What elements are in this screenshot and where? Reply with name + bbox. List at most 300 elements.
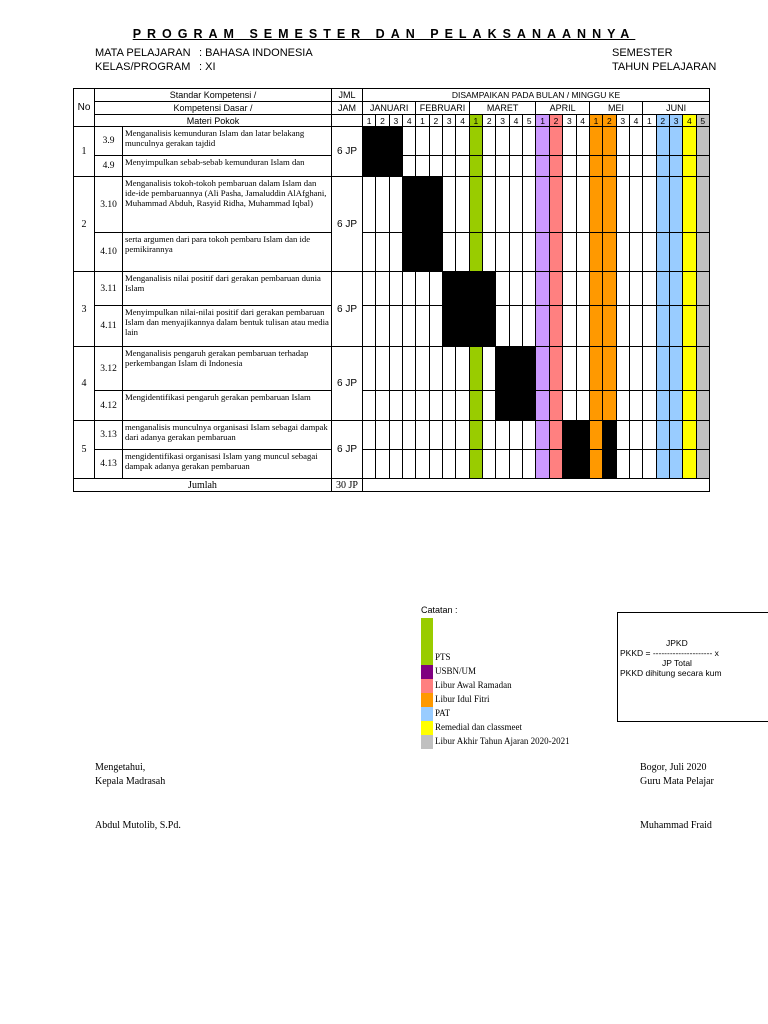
week-header: 4: [683, 115, 696, 127]
month-header: JUNI: [643, 102, 710, 115]
month-header: MEI: [589, 102, 642, 115]
schedule-cell: [483, 233, 496, 272]
header-mp: Materi Pokok: [95, 115, 332, 127]
schedule-cell: [603, 272, 616, 306]
week-header: 2: [483, 115, 496, 127]
schedule-cell: [363, 421, 376, 450]
schedule-cell: [389, 391, 402, 421]
schedule-cell: [576, 177, 589, 233]
month-header: MARET: [469, 102, 536, 115]
kelas-value: : XI: [199, 61, 216, 73]
legend-label: Libur Idul Fitri: [435, 694, 490, 704]
schedule-cell: [376, 450, 389, 479]
schedule-cell: [643, 450, 656, 479]
schedule-cell: [416, 347, 429, 391]
sig-guru: Guru Mata Pelajar: [640, 776, 714, 787]
sig-kepala: Kepala Madrasah: [95, 776, 166, 787]
schedule-cell: [549, 272, 562, 306]
week-header: 3: [616, 115, 629, 127]
schedule-cell: [629, 156, 642, 177]
header-jml: JML: [332, 89, 363, 102]
schedule-cell: [403, 156, 416, 177]
schedule-block: [416, 233, 429, 272]
kd-code: 3.10: [95, 177, 123, 233]
month-header: FEBRUARI: [416, 102, 469, 115]
schedule-cell: [656, 156, 669, 177]
schedule-cell: [643, 177, 656, 233]
schedule-cell: [509, 306, 522, 347]
schedule-cell: [416, 156, 429, 177]
schedule-cell: [563, 233, 576, 272]
schedule-cell: [456, 421, 469, 450]
schedule-block: [376, 156, 389, 177]
schedule-cell: [683, 156, 696, 177]
kd-code: 4.13: [95, 450, 123, 479]
schedule-cell: [643, 272, 656, 306]
schedule-cell: [496, 177, 509, 233]
schedule-cell: [523, 272, 536, 306]
week-header: 2: [656, 115, 669, 127]
week-header: 1: [643, 115, 656, 127]
schedule-cell: [363, 347, 376, 391]
schedule-cell: [696, 306, 709, 347]
schedule-cell: [669, 421, 682, 450]
schedule-cell: [656, 391, 669, 421]
kd-row: [74, 421, 710, 450]
schedule-cell: [536, 421, 549, 450]
schedule-cell: [696, 272, 709, 306]
schedule-cell: [456, 156, 469, 177]
schedule-cell: [429, 347, 442, 391]
schedule-cell: [429, 272, 442, 306]
schedule-cell: [589, 177, 602, 233]
kd-row: [74, 156, 710, 177]
sig-kepala-name: Abdul Mutolib, S.Pd.: [95, 820, 181, 831]
schedule-cell: [523, 450, 536, 479]
schedule-cell: [696, 421, 709, 450]
schedule-block: [376, 127, 389, 156]
schedule-cell: [683, 421, 696, 450]
schedule-cell: [443, 156, 456, 177]
legend-swatch: [421, 679, 433, 693]
week-header: 3: [563, 115, 576, 127]
schedule-cell: [603, 127, 616, 156]
schedule-cell: [563, 177, 576, 233]
legend-swatch: [421, 735, 433, 749]
schedule-cell: [376, 347, 389, 391]
schedule-block: [563, 450, 576, 479]
kd-description: mengidentifikasi organisasi Islam yang muncul sebagai dampak adanya gerakan pembaruan: [123, 450, 332, 479]
schedule-cell: [483, 177, 496, 233]
total-empty: [363, 479, 710, 492]
week-header: 3: [669, 115, 682, 127]
schedule-cell: [416, 306, 429, 347]
schedule-block: [496, 347, 509, 391]
schedule-block: [523, 391, 536, 421]
legend-swatch: [421, 721, 433, 735]
schedule-cell: [416, 127, 429, 156]
schedule-cell: [549, 156, 562, 177]
schedule-cell: [456, 347, 469, 391]
schedule-cell: [603, 233, 616, 272]
schedule-cell: [536, 391, 549, 421]
week-header: 3: [389, 115, 402, 127]
schedule-cell: [603, 177, 616, 233]
schedule-cell: [509, 127, 522, 156]
kd-description: Menganalisis pengaruh gerakan pembaruan terhadap perkembangan Islam di Indonesia: [123, 347, 332, 391]
schedule-cell: [656, 272, 669, 306]
schedule-cell: [496, 450, 509, 479]
schedule-cell: [563, 272, 576, 306]
schedule-table: [73, 88, 710, 492]
schedule-cell: [683, 391, 696, 421]
schedule-cell: [509, 421, 522, 450]
schedule-cell: [563, 391, 576, 421]
schedule-cell: [536, 306, 549, 347]
schedule-cell: [469, 347, 482, 391]
schedule-cell: [589, 233, 602, 272]
week-header: 2: [549, 115, 562, 127]
week-header: 1: [363, 115, 376, 127]
schedule-block: [429, 177, 442, 233]
schedule-cell: [643, 156, 656, 177]
schedule-cell: [656, 347, 669, 391]
schedule-cell: [536, 272, 549, 306]
schedule-cell: [576, 233, 589, 272]
kd-description: Menganalisis tokoh-tokoh pembaruan dalam Islam dan ide-ide pembaruannya (Ali Pasha, Jamaluddin AlAfghani, Muhammad Abduh, Rasyid Ridha, Muhammad Iqbal): [123, 177, 332, 233]
schedule-cell: [429, 391, 442, 421]
legend-label: PTS: [435, 652, 451, 662]
schedule-cell: [363, 391, 376, 421]
schedule-cell: [576, 306, 589, 347]
schedule-cell: [389, 177, 402, 233]
kd-row: [74, 347, 710, 391]
kd-description: Menyimpulkan nilai-nilai positif dari gerakan pembaruan Islam dan menyajikannya dalam bentuk tulisan atau media lain: [123, 306, 332, 347]
schedule-block: [469, 306, 482, 347]
kd-description: Menganalisis nilai positif dari gerakan pembaruan dunia Islam: [123, 272, 332, 306]
schedule-cell: [629, 347, 642, 391]
schedule-cell: [576, 127, 589, 156]
header-jam: JAM: [332, 102, 363, 115]
jp-value: 6 JP: [332, 272, 363, 347]
tahun-label: TAHUN PELAJARAN: [612, 61, 717, 73]
schedule-cell: [576, 156, 589, 177]
mapel-label: MATA PELAJARAN: [95, 47, 191, 59]
total-value: 30 JP: [332, 479, 363, 492]
schedule-block: [603, 450, 616, 479]
schedule-cell: [523, 421, 536, 450]
pkkd-formula: PKKD = --------------------- x: [620, 648, 719, 658]
legend-label: Libur Awal Ramadan: [435, 680, 512, 690]
schedule-cell: [496, 233, 509, 272]
schedule-cell: [629, 127, 642, 156]
schedule-cell: [469, 156, 482, 177]
schedule-cell: [683, 347, 696, 391]
schedule-cell: [683, 177, 696, 233]
sig-guru-name: Muhammad Fraid: [640, 820, 712, 831]
schedule-cell: [669, 156, 682, 177]
schedule-cell: [376, 233, 389, 272]
schedule-cell: [443, 177, 456, 233]
schedule-cell: [363, 177, 376, 233]
kd-row: [74, 391, 710, 421]
header-empty: [332, 115, 363, 127]
schedule-cell: [523, 127, 536, 156]
schedule-cell: [683, 306, 696, 347]
schedule-cell: [656, 450, 669, 479]
schedule-cell: [669, 391, 682, 421]
schedule-cell: [469, 177, 482, 233]
row-number: 5: [74, 421, 95, 479]
schedule-cell: [483, 347, 496, 391]
week-header: 2: [603, 115, 616, 127]
schedule-cell: [589, 421, 602, 450]
schedule-cell: [536, 450, 549, 479]
schedule-cell: [403, 272, 416, 306]
schedule-cell: [616, 391, 629, 421]
schedule-cell: [429, 127, 442, 156]
row-number: 4: [74, 347, 95, 421]
schedule-cell: [456, 127, 469, 156]
kd-code: 3.11: [95, 272, 123, 306]
schedule-cell: [629, 421, 642, 450]
schedule-cell: [496, 421, 509, 450]
semester-label: SEMESTER: [612, 47, 673, 59]
schedule-cell: [696, 450, 709, 479]
schedule-cell: [429, 450, 442, 479]
total-row: [74, 479, 710, 492]
schedule-cell: [616, 272, 629, 306]
legend-label: USBN/UM: [435, 666, 477, 676]
schedule-block: [509, 391, 522, 421]
schedule-cell: [416, 272, 429, 306]
legend-swatch: [421, 707, 433, 721]
schedule-cell: [656, 306, 669, 347]
schedule-cell: [616, 347, 629, 391]
schedule-cell: [469, 450, 482, 479]
schedule-block: [456, 306, 469, 347]
schedule-cell: [549, 450, 562, 479]
schedule-cell: [523, 156, 536, 177]
jp-value: 6 JP: [332, 177, 363, 272]
schedule-block: [603, 421, 616, 450]
schedule-cell: [656, 421, 669, 450]
schedule-cell: [669, 306, 682, 347]
schedule-cell: [443, 391, 456, 421]
schedule-cell: [629, 177, 642, 233]
schedule-cell: [669, 233, 682, 272]
schedule-cell: [683, 272, 696, 306]
schedule-cell: [523, 233, 536, 272]
schedule-cell: [363, 306, 376, 347]
schedule-cell: [696, 391, 709, 421]
schedule-cell: [589, 347, 602, 391]
week-header: 5: [696, 115, 709, 127]
schedule-block: [363, 127, 376, 156]
schedule-cell: [589, 450, 602, 479]
header-no: No: [74, 89, 95, 127]
schedule-cell: [416, 391, 429, 421]
schedule-cell: [563, 347, 576, 391]
jp-value: 6 JP: [332, 347, 363, 421]
week-header: 2: [376, 115, 389, 127]
schedule-cell: [403, 391, 416, 421]
schedule-cell: [669, 127, 682, 156]
schedule-cell: [603, 391, 616, 421]
schedule-block: [509, 347, 522, 391]
schedule-block: [576, 450, 589, 479]
schedule-block: [576, 421, 589, 450]
schedule-cell: [616, 233, 629, 272]
schedule-block: [389, 156, 402, 177]
schedule-cell: [696, 127, 709, 156]
pkkd-jpkd: JPKD: [666, 638, 688, 648]
schedule-cell: [643, 347, 656, 391]
schedule-cell: [429, 156, 442, 177]
jp-value: 6 JP: [332, 421, 363, 479]
pkkd-box: [617, 612, 768, 722]
schedule-cell: [403, 127, 416, 156]
kd-code: 4.9: [95, 156, 123, 177]
schedule-cell: [443, 450, 456, 479]
schedule-cell: [536, 347, 549, 391]
schedule-cell: [389, 272, 402, 306]
schedule-cell: [563, 127, 576, 156]
schedule-cell: [536, 127, 549, 156]
kd-description: serta argumen dari para tokoh pembaru Islam dan ide pemikirannya: [123, 233, 332, 272]
kd-row: [74, 306, 710, 347]
schedule-cell: [629, 306, 642, 347]
schedule-block: [416, 177, 429, 233]
schedule-cell: [656, 233, 669, 272]
schedule-cell: [469, 421, 482, 450]
row-number: 3: [74, 272, 95, 347]
week-header: 4: [456, 115, 469, 127]
schedule-cell: [363, 233, 376, 272]
row-number: 1: [74, 127, 95, 177]
header-disampaikan: DISAMPAIKAN PADA BULAN / MINGGU KE: [363, 89, 710, 102]
schedule-block: [456, 272, 469, 306]
schedule-cell: [563, 156, 576, 177]
schedule-cell: [403, 347, 416, 391]
schedule-cell: [509, 156, 522, 177]
schedule-cell: [483, 156, 496, 177]
sig-mengetahui: Mengetahui,: [95, 762, 146, 773]
schedule-cell: [643, 391, 656, 421]
schedule-block: [469, 272, 482, 306]
schedule-cell: [603, 347, 616, 391]
schedule-cell: [603, 306, 616, 347]
schedule-cell: [589, 391, 602, 421]
schedule-cell: [576, 347, 589, 391]
schedule-cell: [456, 177, 469, 233]
schedule-cell: [643, 306, 656, 347]
schedule-cell: [549, 306, 562, 347]
schedule-cell: [509, 177, 522, 233]
schedule-cell: [389, 421, 402, 450]
schedule-block: [363, 156, 376, 177]
month-header: JANUARI: [363, 102, 416, 115]
week-header: 4: [629, 115, 642, 127]
schedule-cell: [496, 306, 509, 347]
week-header: 1: [416, 115, 429, 127]
schedule-cell: [656, 127, 669, 156]
schedule-cell: [669, 272, 682, 306]
schedule-cell: [683, 233, 696, 272]
schedule-cell: [443, 347, 456, 391]
schedule-cell: [669, 347, 682, 391]
schedule-cell: [616, 450, 629, 479]
schedule-block: [483, 306, 496, 347]
schedule-cell: [496, 156, 509, 177]
schedule-cell: [696, 177, 709, 233]
schedule-cell: [549, 391, 562, 421]
schedule-cell: [509, 272, 522, 306]
row-number: 2: [74, 177, 95, 272]
schedule-block: [483, 272, 496, 306]
schedule-cell: [496, 272, 509, 306]
schedule-cell: [376, 306, 389, 347]
week-header: 4: [509, 115, 522, 127]
legend-label: Libur Akhir Tahun Ajaran 2020-2021: [435, 736, 570, 746]
schedule-block: [429, 233, 442, 272]
schedule-cell: [589, 156, 602, 177]
schedule-cell: [629, 233, 642, 272]
schedule-cell: [469, 391, 482, 421]
schedule-cell: [416, 450, 429, 479]
kd-description: menganalisis munculnya organisasi Islam sebagai dampak dari adanya gerakan pembaruan: [123, 421, 332, 450]
header-kd: Kompetensi Dasar /: [95, 102, 332, 115]
kelas-label: KELAS/PROGRAM: [95, 61, 191, 73]
schedule-cell: [456, 233, 469, 272]
kd-description: Menganalisis kemunduran Islam dan latar belakang munculnya gerakan tajdid: [123, 127, 332, 156]
schedule-cell: [376, 421, 389, 450]
schedule-cell: [576, 391, 589, 421]
schedule-cell: [483, 127, 496, 156]
kd-code: 3.9: [95, 127, 123, 156]
schedule-cell: [429, 306, 442, 347]
schedule-block: [443, 272, 456, 306]
schedule-cell: [616, 177, 629, 233]
schedule-cell: [616, 306, 629, 347]
week-header: 4: [403, 115, 416, 127]
schedule-cell: [683, 127, 696, 156]
schedule-cell: [576, 272, 589, 306]
schedule-cell: [629, 450, 642, 479]
week-header: 5: [523, 115, 536, 127]
schedule-cell: [483, 391, 496, 421]
schedule-cell: [669, 450, 682, 479]
schedule-cell: [389, 450, 402, 479]
schedule-cell: [563, 306, 576, 347]
schedule-cell: [549, 233, 562, 272]
schedule-cell: [456, 391, 469, 421]
schedule-cell: [696, 347, 709, 391]
kd-row: [74, 272, 710, 306]
schedule-block: [523, 347, 536, 391]
schedule-cell: [643, 127, 656, 156]
kd-code: 4.10: [95, 233, 123, 272]
schedule-cell: [443, 233, 456, 272]
schedule-cell: [549, 347, 562, 391]
kd-row: [74, 127, 710, 156]
schedule-block: [403, 177, 416, 233]
schedule-cell: [669, 177, 682, 233]
schedule-block: [403, 233, 416, 272]
schedule-cell: [363, 272, 376, 306]
week-header: 1: [589, 115, 602, 127]
schedule-cell: [629, 391, 642, 421]
